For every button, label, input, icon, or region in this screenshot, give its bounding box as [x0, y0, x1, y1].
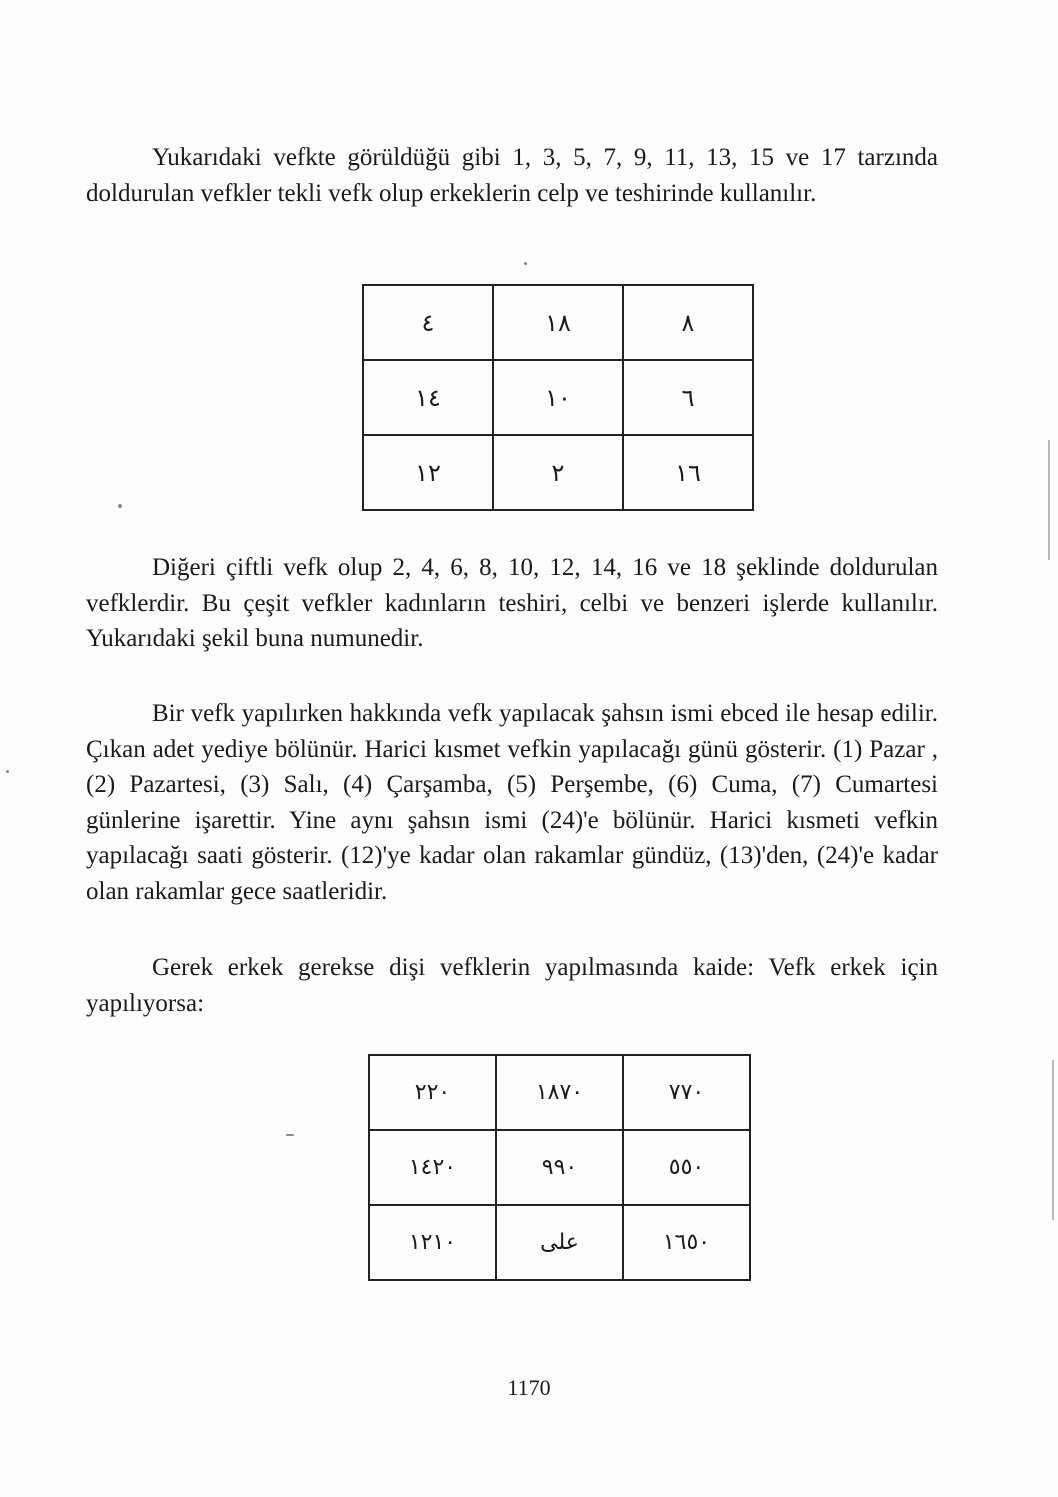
- vefk2-row: [369, 1055, 750, 1130]
- vefk2-cell: ٢٢٠: [369, 1055, 496, 1130]
- vefk1-row: [363, 285, 753, 360]
- vefk2-cell: ١٦٥٠: [623, 1205, 750, 1280]
- vefk1-row: [363, 435, 753, 510]
- vefk2-cell: ١٨٧٠: [496, 1055, 623, 1130]
- scan-speck: [6, 770, 9, 773]
- scan-speck: [524, 262, 527, 265]
- scan-speck: [118, 504, 122, 508]
- paragraph-ciftli-vefk: Diğeri çiftli vefk olup 2, 4, 6, 8, 10, 12, 14, 16 ve 18 şeklinde doldurulan vefklerdir. Bu çeşit vefkler kadınların teshiri, celbi ve benzeri işlerde kullanılır. Yukarıdaki şekil buna numunedir.: [86, 554, 938, 652]
- scan-edge-mark: [1048, 440, 1050, 560]
- vefk1-cell: ٤: [363, 285, 493, 360]
- vefk1-row: [363, 360, 753, 435]
- page-number: 1170: [507, 1375, 551, 1400]
- vefk2-cell: ١٤٢٠: [369, 1130, 496, 1205]
- vefk1-cell: ١٦: [623, 435, 753, 510]
- vefk1-cell: ٨: [623, 285, 753, 360]
- scan-speck: [286, 1134, 294, 1136]
- vefk2-cell: ٧٧٠: [623, 1055, 750, 1130]
- vefk2-row: [369, 1205, 750, 1280]
- vefk2-cell: ٩٩٠: [496, 1130, 623, 1205]
- paragraph-vefk-hesabi: Bir vefk yapılırken hakkında vefk yapılacak şahsın ismi ebced ile hesap edilir. Çıkan adet yediye bölünür. Harici kısmet vefkin yapılacağı günü gösterir. (1) Pazar , (2) Pazartesi, (3) Salı, (4) Çarşamba, (5) Perşembe, (6) Cuma, (7) Cumartesi günlerine işarettir. Yine aynı şahsın ismi (24)'e bölünür. Harici kısmeti vefkin yapılacağı saati gösterir. (12)'ye kadar olan rakamlar gündüz, (13)'den, (24)'e kadar olan rakamlar gece saatleridir.: [86, 700, 938, 905]
- scan-edge-mark: [1052, 1060, 1054, 1220]
- vefk2-cell: على: [496, 1205, 623, 1280]
- vefk1-cell: ٢: [493, 435, 623, 510]
- vefk2-row: [369, 1130, 750, 1205]
- vefk1-cell: ١٠: [493, 360, 623, 435]
- vefk1-cell: ١٨: [493, 285, 623, 360]
- vefk1-cell: ١٢: [363, 435, 493, 510]
- paragraph-kaide: Gerek erkek gerekse dişi vefklerin yapılmasında kaide: Vefk erkek için yapılıyorsa:: [86, 954, 938, 1017]
- paragraph-tekli-vefk: Yukarıdaki vefkte görüldüğü gibi 1, 3, 5, 7, 9, 11, 13, 15 ve 17 tarzında doldurulan vefkler tekli vefk olup erkeklerin celp ve teshirinde kullanılır.: [86, 144, 938, 207]
- vefk-table-2: [368, 1054, 751, 1281]
- vefk2-cell: ١٢١٠: [369, 1205, 496, 1280]
- vefk1-cell: ٦: [623, 360, 753, 435]
- vefk2-cell: ٥٥٠: [623, 1130, 750, 1205]
- vefk1-cell: ١٤: [363, 360, 493, 435]
- vefk-table-1: [362, 284, 754, 511]
